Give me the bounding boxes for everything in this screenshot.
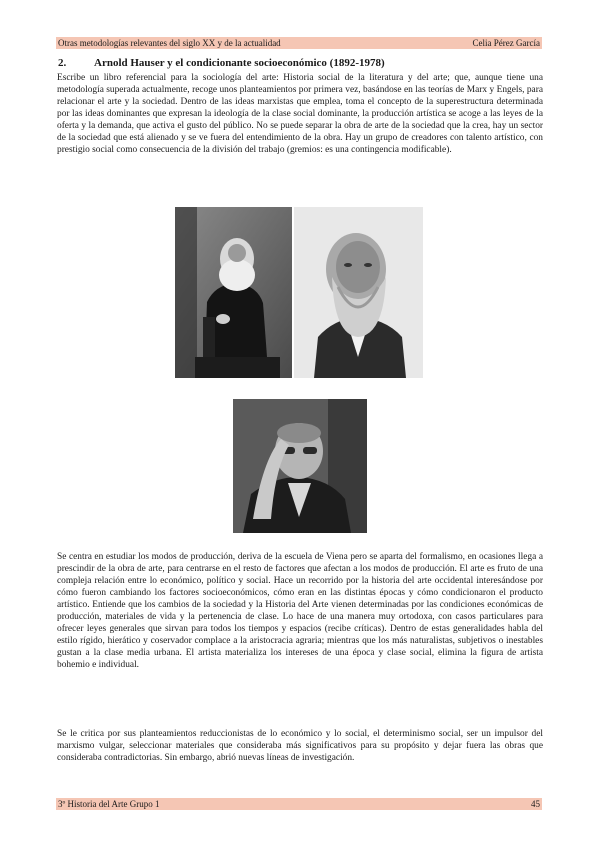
engels-portrait-photo [294,207,423,378]
page-header [56,37,542,49]
header-document-title: Otras metodologías relevantes del siglo XX y de la actualidad [58,38,281,48]
marx-portrait-photo [175,207,292,378]
header-author: Celia Pérez García [472,38,540,48]
section-title: Arnold Hauser y el condicionante socioeconómico (1892-1978) [94,57,385,69]
paragraph-criticism: Se le critica por sus planteamientos reduccionistas de lo económico y lo social, el determinismo social, ser un impulsor del marxismo vulgar, seleccionar materiales que consideraba más significativos para su propósito y dejar fuera las obras que consideraba contradictorias. Sin embargo, abrió nuevas líneas de investigación. [57,729,543,763]
paragraph-intro: Escribe un libro referencial para la sociología del arte: Historia social de la literatura y del arte; que, aunque tiene una metodología superada actualmente, recoge unos planteamientos por primera vez, basándose en las teorías de Marx y Engels, para relacionar el arte y la sociedad. Dentro de las ideas marxistas que emplea, toma el concepto de la superestructura determinada por las ideas dominantes que expresan la ideología de la clase social dominante, la producción artística se acoge a las leyes de la oferta y la demanda, que activa el gusto del público. No se puede separar la obra de arte de la sociedad que la crea, hay un sector de la sociedad que está alienado y se ve fuera del entendimiento de la obra. Hay un grupo de creadores con talento artístico, con prestigio social como consecuencia de la división del trabajo (gremios: es una contingencia modificable). [57,73,543,155]
section-heading [58,56,385,70]
footer-course: 3º Historia del Arte Grupo 1 [58,799,160,809]
hauser-portrait-photo [233,399,367,533]
paragraph-production-modes: Se centra en estudiar los modos de producción, deriva de la escuela de Viena pero se aparta del formalismo, en ocasiones llega a prescindir de la obra de arte, para centrarse en el resto de factores que afectan a los modos de producción. El arte es fruto de una compleja relación entre lo económico, político y social. Hace un recorrido por la historia del arte occidental interesándose por cómo fueron cambiando los factores socioeconómicos, cómo eran en las distintas épocas y cómo condicionaron el producto artístico. Entiende que los cambios de la sociedad y la Historia del Arte vienen determinadas por las condiciones económicas de producción, materiales de vida y la pertenencia de clase. Lo hace de una manera muy ortodoxa, con casos particulares para ofrecer leyes generales que sirvan para todos los tiempos y espacios (recibe críticas). Dentro de estas generalidades habla del estilo rígido, hierático y coservador complace a la aristocracia agraria; mientras que los más naturalistas, subjetivos o inestables gustan a la clase media urbana. El artista materializa los intereses de una época y clase social, elimina la figura de artista bohemio e individual. [57,552,543,670]
footer-page-number: 45 [531,799,540,809]
page-footer [56,798,542,810]
section-number: 2. [58,57,67,69]
